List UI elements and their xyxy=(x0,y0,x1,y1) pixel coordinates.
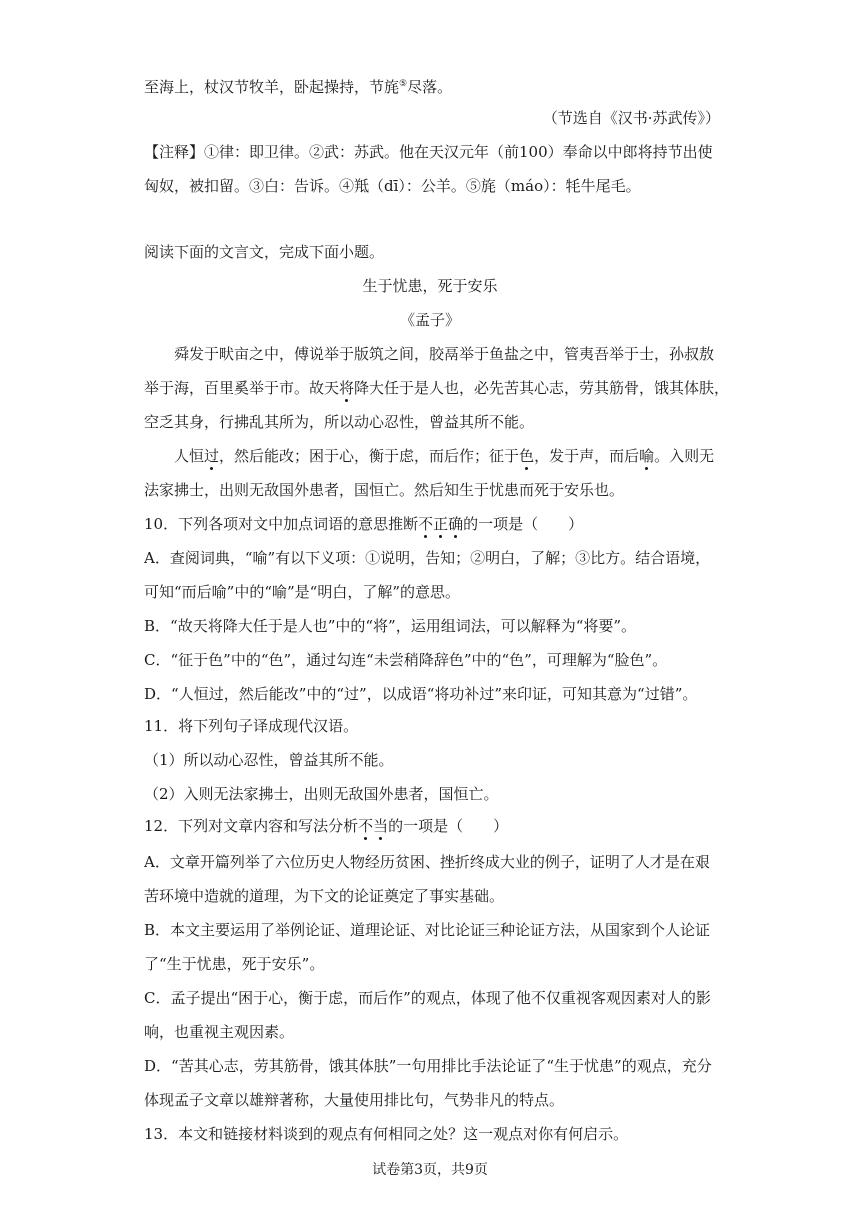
option-d: D．“苦其心志，劳其筋骨，饿其体肤”一句用排比手法论证了“生于忧患”的观点，充分 xyxy=(144,1057,712,1075)
question-13-stem: 13．本文和链接材料谈到的观点有何相同之处？这一观点对你有何启示。 xyxy=(144,1125,629,1143)
passage-line: 空乏其身，行拂乱其所为，所以动心忍性，曾益其所不能。 xyxy=(144,413,535,431)
dotted-word: 不 xyxy=(358,817,374,835)
passage-line: 法家拂士，出则无敌国外患者，国恒亡。然后知生于忧患而死于安乐也。 xyxy=(144,481,625,499)
notes-line-1: 【注释】①律：即卫律。②武：苏武。他在天汉元年（前100）奉命以中郎将持节出使 xyxy=(144,143,713,161)
dotted-word: 喻 xyxy=(639,447,655,465)
option-a: A．查阅词典，“喻”有以下义项：①说明，告知；②明白，了解；③比方。结合语境， xyxy=(144,549,711,567)
passage-line: 舜发于畎亩之中，傅说举于版筑之间，胶鬲举于鱼盐之中，管夷吾举于士，孙叔敖 xyxy=(174,345,715,363)
option-a-cont: 苦环境中造就的道理，为下文的论证奠定了事实基础。 xyxy=(144,887,505,905)
notes-line-2: 匈奴，被扣留。③白：告诉。④羝（dī）：公羊。⑤旄（máo）：牦牛尾毛。 xyxy=(144,177,641,195)
passage-line xyxy=(174,446,714,466)
passage-author: 《孟子》 xyxy=(399,311,460,329)
page-footer: 试卷第3页，共9页 xyxy=(372,1162,488,1178)
text: ，发于声，而后 xyxy=(534,447,640,465)
text: ，然后能改；困于心，衡于虑，而后作；征于 xyxy=(219,447,520,465)
text: 10．下列各项对文中加点词语的意思推断 xyxy=(144,515,419,533)
option-c: C．“征于色”中的“色”，通过勾连“未尝稍降辞色”中的“色”，可理解为“脸色”。 xyxy=(144,651,668,669)
passage-line xyxy=(144,378,729,398)
instruction: 阅读下面的文言文，完成下面小题。 xyxy=(144,243,385,261)
dotted-word: 过 xyxy=(204,447,220,465)
option-a: A．文章开篇列举了六位历史人物经历贫困、挫折终成大业的例子，证明了人才是在艰 xyxy=(144,853,710,871)
option-c: C．孟子提出“困于心，衡于虑，而后作”的观点，体现了他不仅重视客观因素对人的影 xyxy=(144,989,711,1007)
question-11-stem: 11．将下列句子译成现代汉语。 xyxy=(144,717,359,735)
passage-title: 生于忧患，死于安乐 xyxy=(362,277,498,295)
text: 降大任于是人也，必先苦其心志，劳其筋骨，饿其体肤， xyxy=(354,379,730,397)
dotted-word: 不 xyxy=(418,515,434,533)
dotted-word: 正 xyxy=(433,515,449,533)
dotted-word: 将 xyxy=(339,379,355,397)
text: 人恒 xyxy=(174,447,205,465)
option-c-cont: 响，也重视主观因素。 xyxy=(144,1023,295,1041)
option-a-cont: 可知“而后喻”中的“喻”是“明白，了解”的意思。 xyxy=(144,583,461,601)
text: 。入则无 xyxy=(654,447,715,465)
sentence-2: （2）入则无法家拂士，出则无敌国外患者，国恒亡。 xyxy=(144,785,499,803)
text: 的一项是（ ） xyxy=(463,515,584,533)
sentence-1: （1）所以动心忍性，曾益其所不能。 xyxy=(144,751,394,769)
text: 至海上，杖汉节牧羊，卧起操持，节旄 xyxy=(144,78,400,96)
question-12-stem xyxy=(144,816,508,836)
text: 尽落。 xyxy=(407,78,453,96)
dotted-word: 色 xyxy=(519,447,535,465)
passage1-line xyxy=(144,74,452,97)
source-citation: （节选自《汉书·苏武传》） xyxy=(542,109,720,127)
text: 的一项是（ ） xyxy=(388,817,509,835)
option-b: B．本文主要运用了举例论证、道理论证、对比论证三种论证方法，从国家到个人论证 xyxy=(144,921,711,939)
option-b-cont: 了“生于忧患，死于安乐”。 xyxy=(144,955,325,973)
question-10-stem xyxy=(144,514,583,534)
option-b: B．“故天将降大任于是人也”中的“将”，运用组词法，可以解释为“将要”。 xyxy=(144,617,637,635)
footnote-mark: ⑤ xyxy=(399,79,408,89)
text: 12．下列对文章内容和写法分析 xyxy=(144,817,359,835)
dotted-word: 当 xyxy=(373,817,389,835)
dotted-word: 确 xyxy=(448,515,464,533)
option-d: D．“人恒过，然后能改”中的“过”，以成语“将功补过”来印证，可知其意为“过错”。 xyxy=(144,685,698,703)
option-d-cont: 体现孟子文章以雄辩著称，大量使用排比句，气势非凡的特点。 xyxy=(144,1091,565,1109)
text: 举于海，百里奚举于市。故天 xyxy=(144,379,340,397)
